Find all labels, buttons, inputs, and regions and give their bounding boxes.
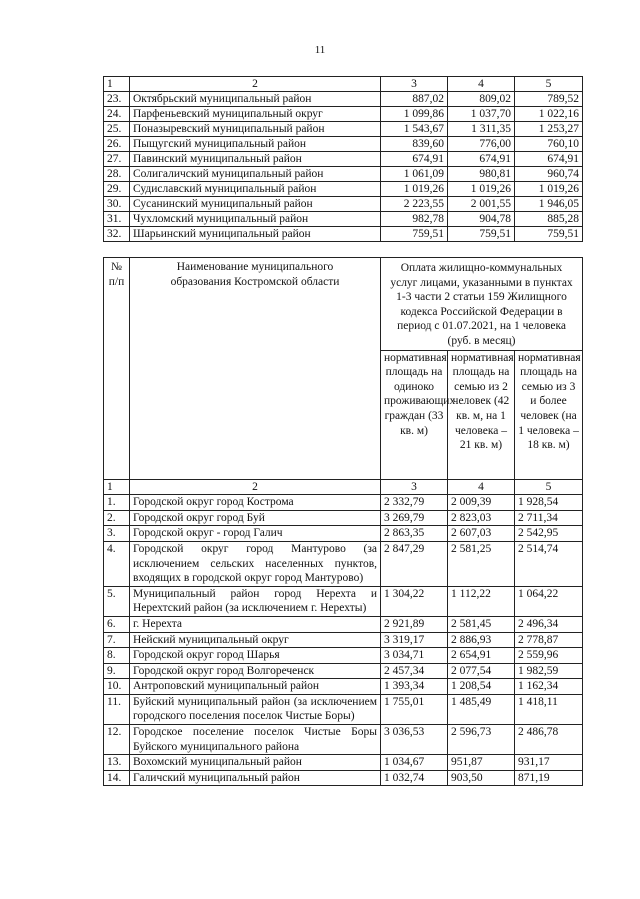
value-family-2: 809,02 [448, 92, 515, 107]
table-row [104, 725, 583, 755]
table-row [104, 122, 583, 137]
municipality-name: Пыщугский муниципальный район [130, 137, 381, 152]
value-family-2: 674,91 [448, 152, 515, 167]
value-family-2: 903,50 [448, 770, 515, 786]
row-number: 2. [104, 510, 130, 526]
value-family-3: 789,52 [515, 92, 583, 107]
municipality-name: Городской округ город Мантурово (за исключением сельских населенных пунктов, входящих в городской округ город Мантурово) [130, 541, 381, 586]
row-number: 9. [104, 663, 130, 679]
table-row [104, 632, 583, 648]
value-family-2: 1 037,70 [448, 107, 515, 122]
value-family-3: 2 542,95 [515, 526, 583, 542]
municipality-name: Городское поселение поселок Чистые Боры Буйского муниципального района [130, 725, 381, 755]
value-family-2: 2 009,39 [448, 495, 515, 511]
page-number: 11 [314, 44, 326, 56]
table-header-row [104, 258, 583, 351]
index-cell: 1 [104, 479, 130, 495]
row-number: 26. [104, 137, 130, 152]
municipality-name: Антроповский муниципальный район [130, 679, 381, 695]
municipality-name: Городской округ город Волгореченск [130, 663, 381, 679]
value-single: 1 304,22 [381, 586, 448, 616]
value-family-2: 2 581,45 [448, 616, 515, 632]
row-number: 10. [104, 679, 130, 695]
municipality-name: Муниципальный район город Нерехта и Нерехтский район (за исключением г. Нерехты) [130, 586, 381, 616]
value-family-3: 885,28 [515, 212, 583, 227]
row-number: 25. [104, 122, 130, 137]
value-single: 3 269,79 [381, 510, 448, 526]
value-single: 1 543,67 [381, 122, 448, 137]
municipality-name: Городской округ город Шарья [130, 648, 381, 664]
value-family-3: 2 778,87 [515, 632, 583, 648]
row-number: 11. [104, 694, 130, 724]
municipality-name: Солигаличский муниципальный район [130, 167, 381, 182]
value-family-2: 2 001,55 [448, 197, 515, 212]
value-single: 887,02 [381, 92, 448, 107]
index-cell: 3 [381, 479, 448, 495]
value-family-3: 2 559,96 [515, 648, 583, 664]
value-family-3: 1 946,05 [515, 197, 583, 212]
value-single: 759,51 [381, 227, 448, 242]
value-family-3: 1 418,11 [515, 694, 583, 724]
continuation-table [103, 76, 583, 242]
table-row [104, 197, 583, 212]
value-single: 1 032,74 [381, 770, 448, 786]
value-family-2: 2 581,25 [448, 541, 515, 586]
value-family-3: 1 982,59 [515, 663, 583, 679]
value-family-3: 1 019,26 [515, 182, 583, 197]
value-family-3: 1 253,27 [515, 122, 583, 137]
row-number: 8. [104, 648, 130, 664]
municipality-name: Чухломский муниципальный район [130, 212, 381, 227]
value-single: 1 099,86 [381, 107, 448, 122]
table-row [104, 541, 583, 586]
value-family-2: 2 077,54 [448, 663, 515, 679]
table-row [104, 663, 583, 679]
table-row [104, 212, 583, 227]
row-number: 28. [104, 167, 130, 182]
table-index-row [104, 77, 583, 92]
table-row [104, 510, 583, 526]
value-single: 2 863,35 [381, 526, 448, 542]
municipality-name: Буйский муниципальный район (за исключением городского поселения поселок Чистые Боры) [130, 694, 381, 724]
value-single: 1 755,01 [381, 694, 448, 724]
value-single: 674,91 [381, 152, 448, 167]
value-family-3: 760,10 [515, 137, 583, 152]
value-single: 839,60 [381, 137, 448, 152]
value-family-2: 1 311,35 [448, 122, 515, 137]
row-number: 27. [104, 152, 130, 167]
value-single: 982,78 [381, 212, 448, 227]
municipality-name: Городской округ - город Галич [130, 526, 381, 542]
value-family-2: 980,81 [448, 167, 515, 182]
row-number: 24. [104, 107, 130, 122]
header-name: Наименование муниципального образования Костромской области [130, 258, 381, 480]
value-single: 2 921,89 [381, 616, 448, 632]
table-index-row [104, 479, 583, 495]
header-single-area: нормативная площадь на одиноко проживающих граждан (33 кв. м) [381, 350, 448, 479]
index-cell: 5 [515, 479, 583, 495]
tariff-table-body [104, 495, 583, 786]
row-number: 32. [104, 227, 130, 242]
row-number: 12. [104, 725, 130, 755]
municipality-name: Поназыревский муниципальный район [130, 122, 381, 137]
table-row [104, 495, 583, 511]
value-family-2: 2 886,93 [448, 632, 515, 648]
value-family-2: 2 607,03 [448, 526, 515, 542]
index-cell: 1 [104, 77, 130, 92]
table-row [104, 586, 583, 616]
value-single: 2 847,29 [381, 541, 448, 586]
value-family-3: 1 022,16 [515, 107, 583, 122]
row-number: 4. [104, 541, 130, 586]
table-row [104, 137, 583, 152]
value-family-2: 1 019,26 [448, 182, 515, 197]
row-number: 13. [104, 755, 130, 771]
row-number: 1. [104, 495, 130, 511]
value-family-2: 2 654,91 [448, 648, 515, 664]
index-cell: 3 [381, 77, 448, 92]
value-family-3: 1 162,34 [515, 679, 583, 695]
value-family-2: 2 596,73 [448, 725, 515, 755]
municipality-name: Октябрьский муниципальный район [130, 92, 381, 107]
row-number: 29. [104, 182, 130, 197]
table-row [104, 694, 583, 724]
table-row [104, 770, 583, 786]
municipality-name: Сусанинский муниципальный район [130, 197, 381, 212]
municipality-name: Городской округ город Буй [130, 510, 381, 526]
table-row [104, 648, 583, 664]
row-number: 23. [104, 92, 130, 107]
index-cell: 4 [448, 77, 515, 92]
value-family-3: 2 486,78 [515, 725, 583, 755]
value-family-3: 2 514,74 [515, 541, 583, 586]
index-cell: 2 [130, 479, 381, 495]
value-family-2: 1 208,54 [448, 679, 515, 695]
value-single: 3 319,17 [381, 632, 448, 648]
value-family-3: 2 496,34 [515, 616, 583, 632]
table-row [104, 167, 583, 182]
value-family-3: 871,19 [515, 770, 583, 786]
value-family-3: 931,17 [515, 755, 583, 771]
municipality-name: Нейский муниципальный округ [130, 632, 381, 648]
row-number: 5. [104, 586, 130, 616]
continuation-table-body [104, 77, 583, 242]
table-row [104, 616, 583, 632]
value-single: 1 034,67 [381, 755, 448, 771]
value-single: 1 019,26 [381, 182, 448, 197]
value-single: 1 393,34 [381, 679, 448, 695]
value-family-3: 759,51 [515, 227, 583, 242]
municipality-name: Парфеньевский муниципальный округ [130, 107, 381, 122]
municipality-name: Городской округ город Кострома [130, 495, 381, 511]
value-family-2: 759,51 [448, 227, 515, 242]
row-number: 14. [104, 770, 130, 786]
value-single: 2 223,55 [381, 197, 448, 212]
value-family-2: 951,87 [448, 755, 515, 771]
index-cell: 4 [448, 479, 515, 495]
table-row [104, 755, 583, 771]
header-number: № п/п [104, 258, 130, 480]
value-single: 2 457,34 [381, 663, 448, 679]
table-row [104, 152, 583, 167]
value-family-2: 904,78 [448, 212, 515, 227]
value-family-2: 1 112,22 [448, 586, 515, 616]
table-row [104, 107, 583, 122]
value-family-3: 1 928,54 [515, 495, 583, 511]
value-family-2: 1 485,49 [448, 694, 515, 724]
municipality-name: Галичский муниципальный район [130, 770, 381, 786]
index-cell: 5 [515, 77, 583, 92]
value-single: 3 034,71 [381, 648, 448, 664]
row-number: 30. [104, 197, 130, 212]
table-row [104, 227, 583, 242]
row-number: 6. [104, 616, 130, 632]
row-number: 7. [104, 632, 130, 648]
municipality-name: г. Нерехта [130, 616, 381, 632]
municipality-name: Вохомский муниципальный район [130, 755, 381, 771]
row-number: 3. [104, 526, 130, 542]
tariff-table [103, 257, 583, 786]
value-single: 1 061,09 [381, 167, 448, 182]
municipality-name: Шарьинский муниципальный район [130, 227, 381, 242]
municipality-name: Судиславский муниципальный район [130, 182, 381, 197]
value-family-3: 1 064,22 [515, 586, 583, 616]
table-row [104, 92, 583, 107]
header-payment-group: Оплата жилищно-коммунальных услуг лицами, указанными в пунктах 1-3 части 2 статьи 159 Жилищного кодекса Российской Федерации в период с 01.07.2021, на 1 человека (руб. в месяц) [381, 258, 583, 351]
table-row [104, 679, 583, 695]
municipality-name: Павинский муниципальный район [130, 152, 381, 167]
table-row [104, 526, 583, 542]
value-single: 3 036,53 [381, 725, 448, 755]
table-row [104, 182, 583, 197]
value-family-3: 674,91 [515, 152, 583, 167]
row-number: 31. [104, 212, 130, 227]
value-single: 2 332,79 [381, 495, 448, 511]
header-family-2-area: нормативная площадь на семью из 2 человек (42 кв. м, на 1 человека – 21 кв. м) [448, 350, 515, 479]
value-family-2: 2 823,03 [448, 510, 515, 526]
index-cell: 2 [130, 77, 381, 92]
value-family-3: 2 711,34 [515, 510, 583, 526]
header-family-3-area: нормативная площадь на семью из 3 и более человек (на 1 человека – 18 кв. м) [515, 350, 583, 479]
value-family-3: 960,74 [515, 167, 583, 182]
value-family-2: 776,00 [448, 137, 515, 152]
